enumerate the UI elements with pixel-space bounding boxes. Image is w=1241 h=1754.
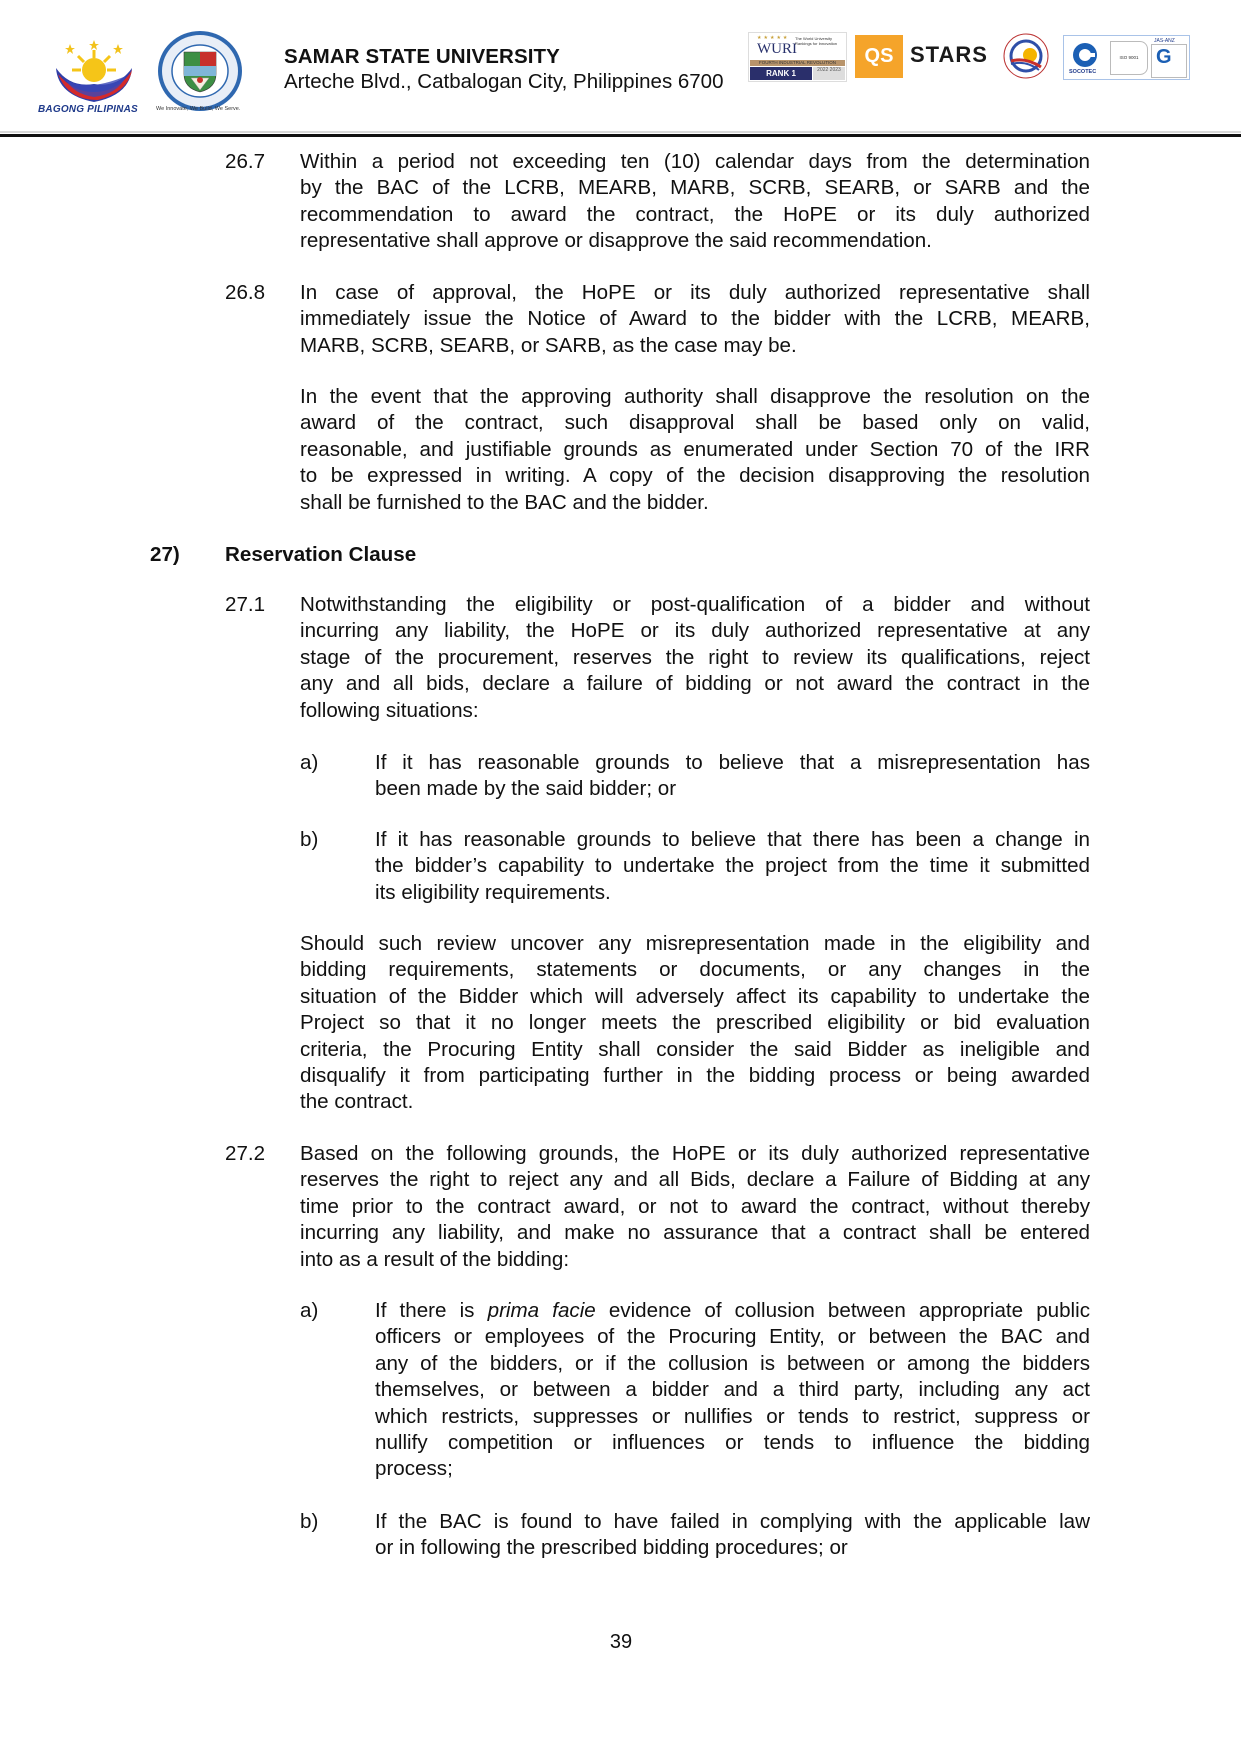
text-line: following situations: [300, 698, 479, 722]
text-line: If the BAC is found to have failed in complying with the applicable law [375, 1510, 1090, 1533]
university-address: Arteche Blvd., Catbalogan City, Philippines 6700 [284, 70, 724, 93]
text-line [375, 1298, 1090, 1324]
wuri-years: 2022 2023 [813, 67, 845, 80]
wuri-rank: RANK 1 [750, 67, 812, 80]
qs-badge: QS [855, 35, 903, 78]
wuri-subtitle: The World University Rankings for Innovation [795, 36, 838, 46]
iso-standard: ISO 9001 [1110, 41, 1148, 75]
text-line: If it has reasonable grounds to believe that there has been a change in [375, 828, 1090, 851]
socotec-icon [1072, 42, 1098, 68]
text-line: disqualify it from participating further in the bidding process or being awarded [300, 1064, 1090, 1088]
text-line: which restricts, suppresses or nullifies or tends to restrict, suppress or [375, 1404, 1090, 1428]
section-title: Reservation Clause [225, 543, 417, 566]
text-line: In case of approval, the HoPE or its duly authorized representative shall [300, 281, 1090, 304]
qs-stars-label: STARS [910, 42, 988, 67]
text-line: In the event that the approving authority shall disapprove the resolution on the [300, 385, 1090, 408]
wuri-wordmark: WURI [757, 41, 797, 57]
text-line: to be expressed in writing. A copy of the decision disapproving the resolution [300, 464, 1090, 488]
clause-text [300, 592, 1090, 724]
text-line: Project so that it no longer meets the prescribed eligibility or bid evaluation [300, 1011, 1090, 1035]
paragraph-text [300, 384, 1090, 516]
paragraph-text [300, 931, 1090, 1116]
jas-anz-label: JAS-ANZ [1154, 38, 1175, 44]
ssu-tagline: We Innovate, We Build, We Serve. [156, 106, 241, 112]
text-line: any and all bids, declare a failure of bidding or not award the contract in the [300, 672, 1090, 696]
text-line: the contract. [300, 1090, 414, 1114]
item-text [375, 827, 1090, 906]
ssu-seal-logo [157, 30, 243, 112]
item-label: a) [300, 1299, 319, 1322]
text-line: process; [375, 1457, 453, 1481]
text-line: by the BAC of the LCRB, MEARB, MARB, SCRB, SEARB, or SARB and the [300, 176, 1090, 200]
text-line: MARB, SCRB, SEARB, or SARB, as the case may be. [300, 333, 797, 357]
text-line: been made by the said bidder; or [375, 777, 677, 801]
bagong-pilipinas-label: BAGONG PILIPINAS [38, 104, 138, 115]
bagong-pilipinas-logo [48, 40, 140, 104]
text-line: criteria, the Procuring Entity shall consider the said Bidder as ineligible and [300, 1037, 1090, 1061]
page-number: 39 [609, 1631, 633, 1653]
text-line: time prior to the contract award, or not to award the contract, without thereby [300, 1194, 1090, 1218]
item-text [375, 1298, 1090, 1483]
text-line: reasonable, and justifiable grounds as enumerated under Section 70 of the IRR [300, 437, 1090, 461]
text-line: stage of the procurement, reserves the right to review its qualifications, reject [300, 645, 1090, 669]
item-label: b) [300, 828, 319, 851]
wuri-category: FOURTH INDUSTRIAL REVOLUTION [750, 60, 845, 66]
italic-term: prima facie [487, 1299, 596, 1322]
text-line: recommendation to award the contract, the HoPE or its duly authorized [300, 202, 1090, 226]
clause-text [300, 280, 1090, 359]
text-line: the bidder’s capability to undertake the project from the time it submitted [375, 854, 1090, 878]
jas-anz-icon: G [1156, 46, 1172, 68]
clause-number: 27.2 [225, 1142, 266, 1165]
university-name: SAMAR STATE UNIVERSITY [284, 45, 560, 68]
item-label: a) [300, 751, 319, 774]
text-line: or in following the prescribed bidding procedures; or [375, 1536, 848, 1560]
text-line: Should such review uncover any misrepresentation made in the eligibility and [300, 932, 1090, 955]
text-line: If it has reasonable grounds to believe that a misrepresentation has [375, 751, 1090, 774]
item-text [375, 750, 1090, 803]
text-run: If there is [375, 1299, 488, 1322]
text-line: Within a period not exceeding ten (10) calendar days from the determination [300, 150, 1090, 173]
clause-text [300, 149, 1090, 255]
text-line: incurring any liability, and make no assurance that a contract shall be entered [300, 1221, 1090, 1245]
socotec-label: SOCOTEC [1069, 69, 1097, 75]
text-line: nullify competition or influences or tends to influence the bidding [375, 1431, 1090, 1455]
wuri-rank-badge [748, 32, 847, 82]
text-run: evidence of collusion between appropriate public [595, 1299, 1090, 1322]
text-line: incurring any liability, the HoPE or its duly authorized representative at any [300, 619, 1090, 643]
text-line: its eligibility requirements. [375, 880, 611, 904]
clause-number: 26.8 [225, 281, 266, 304]
text-line: immediately issue the Notice of Award to the bidder with the LCRB, MEARB, [300, 307, 1090, 331]
header-rule-shadow [0, 131, 1241, 133]
section-number: 27) [150, 543, 180, 566]
text-line: shall be furnished to the BAC and the bidder. [300, 490, 709, 514]
text-line: into as a result of the bidding: [300, 1247, 570, 1271]
text-line: any of the bidders, or if the collusion is between or among the bidders [375, 1351, 1090, 1375]
clause-number: 26.7 [225, 150, 266, 173]
item-label: b) [300, 1510, 319, 1533]
pqa-seal-logo [1003, 33, 1049, 79]
text-line: themselves, or between a bidder and a third party, including any act [375, 1378, 1090, 1402]
text-line: officers or employees of the Procuring Entity, or between the BAC and [375, 1325, 1090, 1349]
socotec-iso-badge [1063, 35, 1190, 80]
item-text [375, 1509, 1090, 1562]
text-line: representative shall approve or disapprove the said recommendation. [300, 229, 932, 253]
text-line: Based on the following grounds, the HoPE or its duly authorized representative [300, 1142, 1090, 1165]
text-line: situation of the Bidder which will adversely affect its capability to undertake the [300, 984, 1090, 1008]
header-divider [0, 134, 1241, 137]
text-line: Notwithstanding the eligibility or post-qualification of a bidder and without [300, 593, 1090, 616]
text-line: bidding requirements, statements or documents, or any changes in the [300, 958, 1090, 982]
text-line: award of the contract, such disapproval shall be based only on valid, [300, 411, 1090, 435]
text-line: reserves the right to reject any and all Bids, declare a Failure of Bidding at any [300, 1168, 1090, 1192]
clause-number: 27.1 [225, 593, 266, 616]
clause-text [300, 1141, 1090, 1273]
wuri-stars: ★★★★★ [757, 35, 790, 41]
